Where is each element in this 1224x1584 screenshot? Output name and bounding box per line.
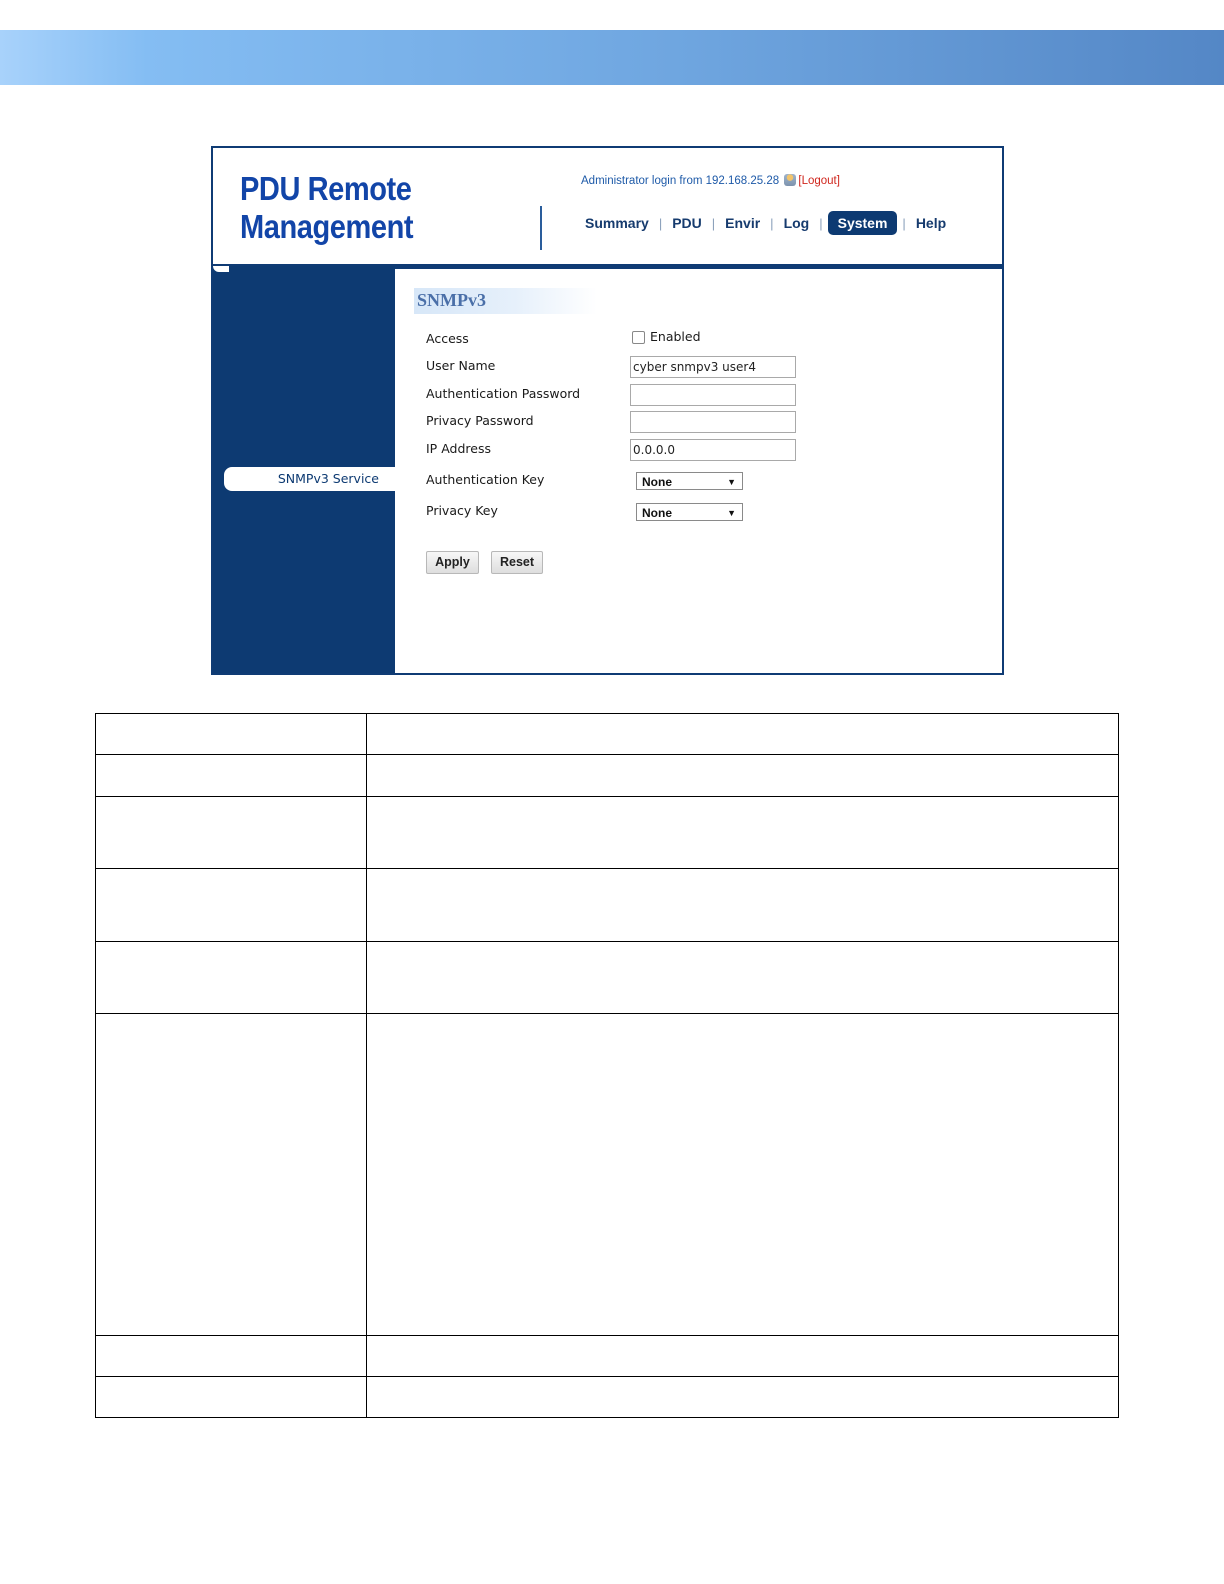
privacy-key-label: Privacy Key (426, 503, 498, 518)
privacy-password-input[interactable] (630, 411, 796, 433)
snmpv3-settings-panel (395, 269, 1002, 673)
table-cell (367, 1014, 1119, 1336)
table-row (96, 714, 1119, 755)
page-header-banner (0, 30, 1224, 85)
table-cell (367, 869, 1119, 942)
ip-address-label: IP Address (426, 441, 491, 456)
login-info (581, 174, 840, 187)
nav-help[interactable]: Help (915, 215, 947, 231)
logout-link[interactable]: [Logout] (798, 175, 840, 187)
access-enabled-label: Enabled (650, 329, 701, 344)
logo-line-2: Management (240, 208, 414, 245)
table-cell (96, 1014, 367, 1336)
sidebar-item-snmpv3-service[interactable]: SNMPv3 Service (224, 467, 395, 491)
header-divider (540, 206, 542, 250)
description-table (95, 713, 1119, 1418)
table-cell (367, 1377, 1119, 1418)
table-cell (96, 942, 367, 1014)
login-text: Administrator login from 192.168.25.28 (581, 175, 780, 187)
table-cell (96, 797, 367, 869)
user-icon (784, 174, 796, 186)
nav-pdu[interactable]: PDU (672, 215, 702, 231)
table-cell (367, 714, 1119, 755)
nav-separator: | (711, 215, 716, 231)
table-row (96, 1014, 1119, 1336)
sidebar-corner (213, 266, 229, 272)
auth-key-select[interactable] (636, 472, 743, 490)
ip-address-input[interactable]: 0.0.0.0 (630, 439, 796, 461)
auth-password-label: Authentication Password (426, 386, 581, 401)
dropdown-arrow-icon: ▼ (727, 477, 736, 487)
table-cell (96, 755, 367, 797)
table-cell (96, 1336, 367, 1377)
nav-separator: | (819, 215, 823, 231)
nav-envir[interactable]: Envir (725, 215, 761, 231)
table-cell (367, 797, 1119, 869)
pdu-management-window (211, 146, 1004, 675)
logo-line-1: PDU Remote (240, 170, 412, 207)
nav-separator: | (658, 215, 663, 231)
access-label: Access (426, 331, 469, 346)
table-cell (367, 1336, 1119, 1377)
auth-password-input[interactable] (630, 384, 796, 406)
nav-separator: | (770, 215, 774, 231)
app-header (213, 148, 1002, 266)
auth-key-value: None (642, 475, 672, 489)
table-cell (96, 714, 367, 755)
table-cell (96, 869, 367, 942)
main-nav (585, 210, 946, 236)
reset-button[interactable]: Reset (491, 551, 543, 574)
nav-separator: | (902, 215, 906, 231)
nav-summary[interactable]: Summary (585, 215, 649, 231)
nav-log[interactable]: Log (783, 215, 810, 231)
nav-system[interactable]: System (828, 211, 898, 235)
apply-button[interactable]: Apply (426, 551, 479, 574)
table-row (96, 797, 1119, 869)
section-title: SNMPv3 (414, 288, 597, 314)
table-row (96, 869, 1119, 942)
privacy-key-value: None (642, 506, 672, 520)
privacy-key-select[interactable] (636, 503, 743, 521)
auth-key-label: Authentication Key (426, 472, 545, 487)
table-cell (96, 1377, 367, 1418)
dropdown-arrow-icon: ▼ (727, 508, 736, 518)
table-cell (367, 942, 1119, 1014)
table-row (96, 1377, 1119, 1418)
table-row (96, 942, 1119, 1014)
table-row (96, 755, 1119, 797)
table-cell (367, 755, 1119, 797)
username-label: User Name (426, 358, 496, 373)
privacy-password-label: Privacy Password (426, 413, 534, 428)
table-row (96, 1336, 1119, 1377)
app-logo (240, 170, 413, 246)
username-input[interactable]: cyber snmpv3 user4 (630, 356, 796, 378)
access-enabled-checkbox[interactable] (632, 331, 645, 344)
